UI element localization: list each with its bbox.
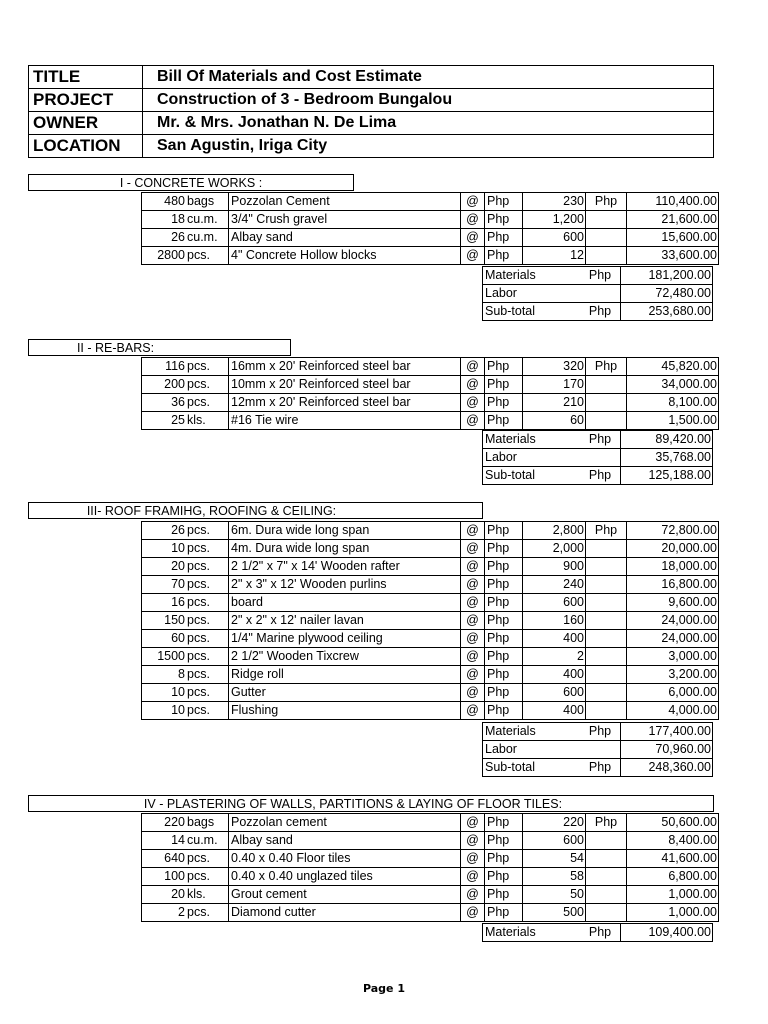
summary-amount: 125,188.00 — [621, 467, 713, 485]
item-currency: Php — [485, 358, 523, 376]
items-table-roofing — [141, 521, 719, 720]
item-quantity: 16 — [142, 594, 187, 612]
section-title-roofing — [28, 502, 483, 519]
header-value: Construction of 3 - Bedroom Bungalou — [143, 89, 714, 112]
summary-currency: Php — [580, 267, 621, 285]
item-amount: 41,600.00 — [627, 850, 719, 868]
summary-row — [483, 759, 713, 777]
item-at-sign: @ — [461, 886, 485, 904]
summary-currency: Php — [580, 759, 621, 777]
item-description: 0.40 x 0.40 unglazed tiles — [229, 868, 461, 886]
summary-label: Sub-total — [483, 467, 581, 485]
summary-label: Labor — [483, 741, 581, 759]
section-title-rebars — [28, 339, 291, 356]
summary-amount: 70,960.00 — [621, 741, 713, 759]
item-quantity: 18 — [142, 211, 187, 229]
item-at-sign: @ — [461, 558, 485, 576]
item-unit: pcs. — [186, 612, 229, 630]
item-unit: pcs. — [186, 540, 229, 558]
section-title-text: II - RE-BARS: — [76, 341, 155, 355]
header-row-location — [29, 135, 714, 158]
item-unit-price: 210 — [523, 394, 586, 412]
summary-row — [483, 467, 713, 485]
item-amount-currency — [586, 886, 627, 904]
item-currency: Php — [485, 666, 523, 684]
item-amount-currency — [586, 558, 627, 576]
table-row — [142, 594, 719, 612]
item-amount: 1,000.00 — [627, 904, 719, 922]
summary-amount: 72,480.00 — [621, 285, 713, 303]
summary-currency — [580, 741, 621, 759]
summary-label: Materials — [483, 431, 581, 449]
table-row — [142, 648, 719, 666]
item-currency: Php — [485, 702, 523, 720]
summary-amount: 35,768.00 — [621, 449, 713, 467]
item-description: 0.40 x 0.40 Floor tiles — [229, 850, 461, 868]
item-at-sign: @ — [461, 868, 485, 886]
item-unit: bags — [186, 193, 229, 211]
item-unit-price: 600 — [523, 832, 586, 850]
item-amount-currency — [586, 832, 627, 850]
item-quantity: 36 — [142, 394, 187, 412]
item-description: 2" x 2" x 12' nailer lavan — [229, 612, 461, 630]
item-currency: Php — [485, 394, 523, 412]
item-quantity: 60 — [142, 630, 187, 648]
table-row — [142, 211, 719, 229]
summary-amount: 181,200.00 — [621, 267, 713, 285]
table-row — [142, 832, 719, 850]
item-description: Albay sand — [229, 832, 461, 850]
item-description: #16 Tie wire — [229, 412, 461, 430]
item-unit-price: 54 — [523, 850, 586, 868]
item-quantity: 220 — [142, 814, 187, 832]
item-currency: Php — [485, 376, 523, 394]
item-at-sign: @ — [461, 630, 485, 648]
summary-amount: 253,680.00 — [621, 303, 713, 321]
item-quantity: 70 — [142, 576, 187, 594]
item-unit-price: 600 — [523, 594, 586, 612]
item-description: Diamond cutter — [229, 904, 461, 922]
header-value: Bill Of Materials and Cost Estimate — [143, 66, 714, 89]
item-unit-price: 600 — [523, 229, 586, 247]
summary-row — [483, 303, 713, 321]
item-description: 4m. Dura wide long span — [229, 540, 461, 558]
item-amount-currency: Php — [586, 522, 627, 540]
item-amount-currency — [586, 702, 627, 720]
item-at-sign: @ — [461, 540, 485, 558]
item-quantity: 2 — [142, 904, 187, 922]
header-value: San Agustin, Iriga City — [143, 135, 714, 158]
item-unit-price: 400 — [523, 702, 586, 720]
item-quantity: 14 — [142, 832, 187, 850]
item-description: Pozzolan cement — [229, 814, 461, 832]
table-row — [142, 850, 719, 868]
item-unit: pcs. — [186, 594, 229, 612]
summary-row — [483, 741, 713, 759]
item-currency: Php — [485, 886, 523, 904]
summary-table-roofing — [482, 722, 713, 777]
item-amount-currency — [586, 540, 627, 558]
summary-row — [483, 924, 713, 942]
section-title-plastering — [28, 795, 714, 812]
item-unit-price: 400 — [523, 630, 586, 648]
item-unit: kls. — [186, 886, 229, 904]
table-row — [142, 868, 719, 886]
item-unit: pcs. — [186, 868, 229, 886]
item-amount: 8,100.00 — [627, 394, 719, 412]
item-unit: pcs. — [186, 358, 229, 376]
item-amount-currency — [586, 868, 627, 886]
item-amount-currency — [586, 211, 627, 229]
item-unit: pcs. — [186, 630, 229, 648]
item-at-sign: @ — [461, 684, 485, 702]
item-amount: 45,820.00 — [627, 358, 719, 376]
item-amount-currency — [586, 412, 627, 430]
summary-label: Sub-total — [483, 303, 581, 321]
item-currency: Php — [485, 193, 523, 211]
header-label: OWNER — [29, 112, 143, 135]
item-description: 12mm x 20' Reinforced steel bar — [229, 394, 461, 412]
item-unit-price: 900 — [523, 558, 586, 576]
header-label: PROJECT — [29, 89, 143, 112]
item-amount: 34,000.00 — [627, 376, 719, 394]
table-row — [142, 576, 719, 594]
item-unit-price: 220 — [523, 814, 586, 832]
summary-amount: 89,420.00 — [621, 431, 713, 449]
item-currency: Php — [485, 630, 523, 648]
summary-label: Materials — [483, 267, 581, 285]
item-description: 2 1/2" x 7" x 14' Wooden rafter — [229, 558, 461, 576]
item-amount: 16,800.00 — [627, 576, 719, 594]
item-unit-price: 2,000 — [523, 540, 586, 558]
item-at-sign: @ — [461, 193, 485, 211]
header-value: Mr. & Mrs. Jonathan N. De Lima — [143, 112, 714, 135]
summary-row — [483, 285, 713, 303]
item-at-sign: @ — [461, 648, 485, 666]
item-quantity: 10 — [142, 540, 187, 558]
item-at-sign: @ — [461, 358, 485, 376]
item-unit-price: 160 — [523, 612, 586, 630]
table-row — [142, 666, 719, 684]
item-amount: 50,600.00 — [627, 814, 719, 832]
item-at-sign: @ — [461, 702, 485, 720]
summary-label: Sub-total — [483, 759, 581, 777]
item-amount-currency — [586, 648, 627, 666]
item-amount-currency — [586, 576, 627, 594]
item-currency: Php — [485, 576, 523, 594]
table-row — [142, 702, 719, 720]
item-currency: Php — [485, 540, 523, 558]
item-currency: Php — [485, 850, 523, 868]
item-unit-price: 1,200 — [523, 211, 586, 229]
summary-amount: 177,400.00 — [621, 723, 713, 741]
item-quantity: 200 — [142, 376, 187, 394]
summary-label: Materials — [483, 723, 581, 741]
item-at-sign: @ — [461, 522, 485, 540]
item-quantity: 10 — [142, 702, 187, 720]
item-description: Pozzolan Cement — [229, 193, 461, 211]
item-description: 16mm x 20' Reinforced steel bar — [229, 358, 461, 376]
item-quantity: 25 — [142, 412, 187, 430]
summary-table-plastering — [482, 923, 713, 942]
table-row — [142, 193, 719, 211]
item-amount: 9,600.00 — [627, 594, 719, 612]
item-currency: Php — [485, 211, 523, 229]
item-unit-price: 600 — [523, 684, 586, 702]
item-at-sign: @ — [461, 666, 485, 684]
item-description: 3/4" Crush gravel — [229, 211, 461, 229]
item-amount: 6,000.00 — [627, 684, 719, 702]
item-amount: 21,600.00 — [627, 211, 719, 229]
table-row — [142, 376, 719, 394]
summary-label: Materials — [483, 924, 581, 942]
item-at-sign: @ — [461, 850, 485, 868]
item-currency: Php — [485, 247, 523, 265]
table-row — [142, 904, 719, 922]
table-row — [142, 229, 719, 247]
item-amount-currency — [586, 612, 627, 630]
item-currency: Php — [485, 648, 523, 666]
item-unit: kls. — [186, 412, 229, 430]
item-unit: pcs. — [186, 394, 229, 412]
item-description: 2" x 3" x 12' Wooden purlins — [229, 576, 461, 594]
item-unit: bags — [186, 814, 229, 832]
item-quantity: 2800 — [142, 247, 187, 265]
section-title-text: I - CONCRETE WORKS : — [119, 176, 263, 190]
item-unit: pcs. — [186, 850, 229, 868]
item-unit-price: 170 — [523, 376, 586, 394]
item-amount: 6,800.00 — [627, 868, 719, 886]
header-table — [28, 65, 714, 158]
header-row-title — [29, 66, 714, 89]
item-currency: Php — [485, 814, 523, 832]
item-at-sign: @ — [461, 576, 485, 594]
item-unit-price: 2,800 — [523, 522, 586, 540]
table-row — [142, 558, 719, 576]
item-amount: 1,000.00 — [627, 886, 719, 904]
table-row — [142, 630, 719, 648]
item-amount-currency — [586, 594, 627, 612]
summary-amount: 248,360.00 — [621, 759, 713, 777]
item-amount: 3,200.00 — [627, 666, 719, 684]
item-currency: Php — [485, 684, 523, 702]
item-amount: 18,000.00 — [627, 558, 719, 576]
item-at-sign: @ — [461, 612, 485, 630]
summary-row — [483, 723, 713, 741]
item-description: 4" Concrete Hollow blocks — [229, 247, 461, 265]
summary-currency: Php — [580, 924, 621, 942]
table-row — [142, 522, 719, 540]
item-unit-price: 2 — [523, 648, 586, 666]
item-unit: pcs. — [186, 558, 229, 576]
item-amount-currency — [586, 684, 627, 702]
item-quantity: 10 — [142, 684, 187, 702]
summary-label: Labor — [483, 285, 581, 303]
item-amount-currency: Php — [586, 193, 627, 211]
item-quantity: 8 — [142, 666, 187, 684]
item-currency: Php — [485, 412, 523, 430]
item-amount: 8,400.00 — [627, 832, 719, 850]
item-quantity: 116 — [142, 358, 187, 376]
summary-label: Labor — [483, 449, 581, 467]
item-quantity: 480 — [142, 193, 187, 211]
section-title-text: IV - PLASTERING OF WALLS, PARTITIONS & LAYING OF FLOOR TILES: — [143, 797, 563, 811]
item-amount: 3,000.00 — [627, 648, 719, 666]
item-quantity: 100 — [142, 868, 187, 886]
item-at-sign: @ — [461, 247, 485, 265]
item-at-sign: @ — [461, 211, 485, 229]
header-label: TITLE — [29, 66, 143, 89]
item-description: 10mm x 20' Reinforced steel bar — [229, 376, 461, 394]
item-description: Flushing — [229, 702, 461, 720]
item-currency: Php — [485, 558, 523, 576]
item-amount: 20,000.00 — [627, 540, 719, 558]
item-at-sign: @ — [461, 814, 485, 832]
item-amount: 72,800.00 — [627, 522, 719, 540]
table-row — [142, 814, 719, 832]
item-currency: Php — [485, 594, 523, 612]
item-unit: pcs. — [186, 702, 229, 720]
item-amount-currency — [586, 666, 627, 684]
summary-currency — [580, 285, 621, 303]
item-description: 2 1/2" Wooden Tixcrew — [229, 648, 461, 666]
item-amount-currency — [586, 376, 627, 394]
item-quantity: 20 — [142, 558, 187, 576]
item-amount-currency — [586, 394, 627, 412]
item-unit: pcs. — [186, 666, 229, 684]
item-amount: 24,000.00 — [627, 630, 719, 648]
item-amount: 4,000.00 — [627, 702, 719, 720]
item-at-sign: @ — [461, 412, 485, 430]
items-table-concrete-works — [141, 192, 719, 265]
page-number: Page 1 — [362, 982, 405, 995]
summary-currency — [580, 449, 621, 467]
item-unit-price: 400 — [523, 666, 586, 684]
item-unit: pcs. — [186, 576, 229, 594]
item-at-sign: @ — [461, 229, 485, 247]
item-currency: Php — [485, 229, 523, 247]
item-unit: pcs. — [186, 376, 229, 394]
item-unit: pcs. — [186, 904, 229, 922]
item-amount-currency — [586, 630, 627, 648]
summary-amount: 109,400.00 — [621, 924, 713, 942]
item-quantity: 26 — [142, 522, 187, 540]
item-amount: 33,600.00 — [627, 247, 719, 265]
item-unit: pcs. — [186, 684, 229, 702]
item-amount-currency — [586, 904, 627, 922]
item-quantity: 20 — [142, 886, 187, 904]
item-unit-price: 50 — [523, 886, 586, 904]
item-currency: Php — [485, 522, 523, 540]
table-row — [142, 886, 719, 904]
item-at-sign: @ — [461, 832, 485, 850]
item-quantity: 150 — [142, 612, 187, 630]
item-description: 6m. Dura wide long span — [229, 522, 461, 540]
header-label: LOCATION — [29, 135, 143, 158]
item-unit-price: 58 — [523, 868, 586, 886]
summary-currency: Php — [580, 467, 621, 485]
table-row — [142, 540, 719, 558]
item-quantity: 640 — [142, 850, 187, 868]
item-amount-currency — [586, 229, 627, 247]
section-title-concrete-works — [28, 174, 354, 191]
section-title-text: III- ROOF FRAMIHG, ROOFING & CEILING: — [86, 504, 337, 518]
item-unit: cu.m. — [186, 832, 229, 850]
item-description: 1/4" Marine plywood ceiling — [229, 630, 461, 648]
header-row-project — [29, 89, 714, 112]
items-table-plastering — [141, 813, 719, 922]
item-amount: 110,400.00 — [627, 193, 719, 211]
item-at-sign: @ — [461, 904, 485, 922]
summary-table-rebars — [482, 430, 713, 485]
header-row-owner — [29, 112, 714, 135]
item-currency: Php — [485, 612, 523, 630]
item-unit-price: 240 — [523, 576, 586, 594]
item-quantity: 26 — [142, 229, 187, 247]
item-amount: 1,500.00 — [627, 412, 719, 430]
item-amount-currency: Php — [586, 358, 627, 376]
item-unit: pcs. — [186, 648, 229, 666]
summary-row — [483, 431, 713, 449]
item-amount: 24,000.00 — [627, 612, 719, 630]
item-description: Grout cement — [229, 886, 461, 904]
summary-currency: Php — [580, 723, 621, 741]
item-description: Albay sand — [229, 229, 461, 247]
item-currency: Php — [485, 904, 523, 922]
summary-row — [483, 267, 713, 285]
summary-table-concrete-works — [482, 266, 713, 321]
summary-row — [483, 449, 713, 467]
item-description: board — [229, 594, 461, 612]
item-unit: pcs. — [186, 522, 229, 540]
item-unit-price: 500 — [523, 904, 586, 922]
table-row — [142, 612, 719, 630]
items-table-rebars — [141, 357, 719, 430]
table-row — [142, 412, 719, 430]
item-currency: Php — [485, 832, 523, 850]
item-unit-price: 60 — [523, 412, 586, 430]
item-at-sign: @ — [461, 376, 485, 394]
summary-currency: Php — [580, 303, 621, 321]
table-row — [142, 684, 719, 702]
item-unit: cu.m. — [186, 229, 229, 247]
item-at-sign: @ — [461, 594, 485, 612]
item-description: Ridge roll — [229, 666, 461, 684]
item-unit: pcs. — [186, 247, 229, 265]
table-row — [142, 394, 719, 412]
item-amount-currency — [586, 850, 627, 868]
table-row — [142, 358, 719, 376]
summary-currency: Php — [580, 431, 621, 449]
item-amount: 15,600.00 — [627, 229, 719, 247]
item-at-sign: @ — [461, 394, 485, 412]
table-row — [142, 247, 719, 265]
item-amount-currency: Php — [586, 814, 627, 832]
item-unit-price: 320 — [523, 358, 586, 376]
item-unit-price: 12 — [523, 247, 586, 265]
item-currency: Php — [485, 868, 523, 886]
item-quantity: 1500 — [142, 648, 187, 666]
item-unit: cu.m. — [186, 211, 229, 229]
item-description: Gutter — [229, 684, 461, 702]
item-amount-currency — [586, 247, 627, 265]
item-unit-price: 230 — [523, 193, 586, 211]
